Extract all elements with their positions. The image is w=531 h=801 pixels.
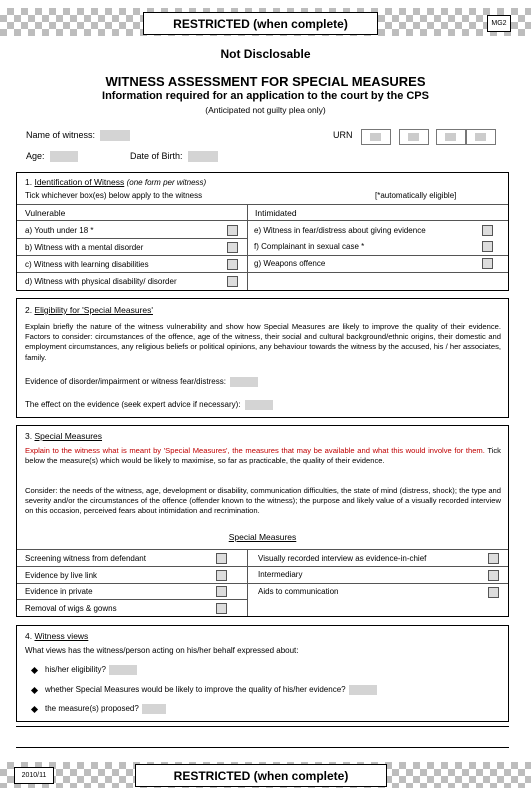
auto-eligible-note: [*automatically eligible] bbox=[375, 191, 457, 200]
urn-input-2[interactable] bbox=[399, 129, 429, 145]
measure-checkbox[interactable] bbox=[488, 587, 499, 598]
tick-instruction: Tick whichever box(es) below apply to the witness bbox=[25, 191, 203, 200]
section-special-measures bbox=[16, 425, 509, 617]
age-input[interactable] bbox=[50, 151, 78, 162]
quality-views-input[interactable] bbox=[349, 685, 377, 695]
measures-views-input[interactable] bbox=[142, 704, 166, 714]
intimidated-item: f) Complainant in sexual case * bbox=[254, 242, 365, 251]
dob-field bbox=[130, 151, 218, 162]
column-vulnerable: Vulnerable bbox=[25, 208, 66, 218]
vulnerable-checkbox[interactable] bbox=[227, 276, 238, 287]
evidence-field: Evidence of disorder/impairment or witness fear/distress: bbox=[25, 377, 258, 387]
views-bullet-quality: whether Special Measures would be likely to improve the quality of his/her evidence? bbox=[45, 685, 377, 695]
footer-divider bbox=[16, 726, 509, 727]
intimidated-checkbox[interactable] bbox=[482, 241, 493, 252]
vulnerable-item: c) Witness with learning disabilities bbox=[25, 260, 149, 269]
measure-item: Intermediary bbox=[258, 570, 303, 579]
section1-heading: 1. Identification of Witness (one form per witness) bbox=[25, 177, 207, 187]
section4-heading: 4. Witness views bbox=[25, 631, 89, 641]
measure-checkbox[interactable] bbox=[488, 553, 499, 564]
witness-views-question: What views has the witness/person acting on his/her behalf expressed about: bbox=[25, 646, 299, 655]
vulnerable-item: b) Witness with a mental disorder bbox=[25, 243, 144, 252]
views-bullet-measures: the measure(s) proposed? bbox=[45, 704, 166, 714]
bullet-icon bbox=[31, 687, 38, 694]
form-subnote: (Anticipated not guilty plea only) bbox=[205, 105, 326, 115]
measure-checkbox[interactable] bbox=[488, 570, 499, 581]
name-label: Name of witness: bbox=[26, 130, 96, 140]
footer-restricted-banner: RESTRICTED (when complete) bbox=[135, 764, 387, 787]
measure-checkbox[interactable] bbox=[216, 603, 227, 614]
intimidated-item: e) Witness in fear/distress about giving evidence bbox=[254, 226, 426, 235]
footer-divider bbox=[16, 747, 509, 748]
measure-item: Aids to communication bbox=[258, 587, 339, 596]
intimidated-checkbox[interactable] bbox=[482, 225, 493, 236]
urn-input-1[interactable] bbox=[361, 129, 391, 145]
section-identification bbox=[16, 172, 509, 291]
intimidated-checkbox[interactable] bbox=[482, 258, 493, 269]
urn-input-3[interactable] bbox=[436, 129, 466, 145]
vulnerable-checkbox[interactable] bbox=[227, 242, 238, 253]
dob-input[interactable] bbox=[188, 151, 218, 162]
section2-heading: 2. Eligibility for 'Special Measures' bbox=[25, 305, 153, 315]
urn-label: URN bbox=[333, 130, 353, 140]
vulnerable-item: d) Witness with physical disability/ disorder bbox=[25, 277, 177, 286]
dob-label: Date of Birth: bbox=[130, 151, 183, 161]
measure-checkbox[interactable] bbox=[216, 586, 227, 597]
special-measures-explanation: Explain to the witness what is meant by 'Special Measures', the measures that may be available and what this would involve for them. Tick below the measure(s) which would be likely to maximise, so far as practicable, the quality of their evidence. bbox=[25, 446, 501, 466]
eligibility-views-input[interactable] bbox=[109, 665, 137, 675]
name-input[interactable] bbox=[100, 130, 130, 141]
section3-heading: 3. Special Measures bbox=[25, 431, 103, 441]
measure-item: Evidence by live link bbox=[25, 571, 98, 580]
measures-subheading: Special Measures bbox=[228, 532, 297, 542]
measure-item: Screening witness from defendant bbox=[25, 554, 146, 563]
bullet-icon bbox=[31, 667, 38, 674]
effect-input[interactable] bbox=[245, 400, 273, 410]
vulnerable-item: a) Youth under 18 * bbox=[25, 226, 94, 235]
measure-checkbox[interactable] bbox=[216, 570, 227, 581]
form-code-box: MG2 bbox=[487, 15, 511, 32]
version-box: 2010/11 bbox=[14, 767, 54, 784]
column-intimidated: Intimidated bbox=[255, 208, 297, 218]
header-restricted-banner: RESTRICTED (when complete) bbox=[143, 12, 378, 35]
views-bullet-eligibility: his/her eligibility? bbox=[45, 665, 137, 675]
section-witness-views bbox=[16, 625, 509, 722]
age-field bbox=[26, 151, 78, 162]
eligibility-explanation: Explain briefly the nature of the witness vulnerability and show how Special Measures are likely to improve the quality of their evidence. Factors to consider: circumstances of the offence, age of the witness, their social and cultural background/ethnic origins, their domestic and employment circumstances, any religious beliefs or political opinions, any behaviour towards the witness by the accused, his / her associates, family. bbox=[25, 322, 501, 362]
effect-field: The effect on the evidence (seek expert advice if necessary): bbox=[25, 400, 273, 410]
bullet-icon bbox=[31, 706, 38, 713]
age-label: Age: bbox=[26, 151, 45, 161]
form-title: WITNESS ASSESSMENT FOR SPECIAL MEASURES bbox=[105, 74, 426, 89]
vulnerable-checkbox[interactable] bbox=[227, 259, 238, 270]
measure-item: Visually recorded interview as evidence-in-chief bbox=[258, 554, 427, 563]
not-disclosable-label: Not Disclosable bbox=[220, 47, 311, 61]
special-measures-consider: Consider: the needs of the witness, age, development or disability, communication difficulties, the state of mind (distress, shock); the type and severity and/or the circumstances of the offence (offender known to the witness); the purpose and likely value of a visually recorded interview on this occasion, perceived fears about intimidation and recrimination. bbox=[25, 486, 501, 516]
evidence-input[interactable] bbox=[230, 377, 258, 387]
measure-checkbox[interactable] bbox=[216, 553, 227, 564]
form-subtitle: Information required for an application to the court by the CPS bbox=[102, 90, 429, 102]
urn-input-4[interactable] bbox=[466, 129, 496, 145]
section-eligibility bbox=[16, 298, 509, 418]
vulnerable-checkbox[interactable] bbox=[227, 225, 238, 236]
measure-item: Removal of wigs & gowns bbox=[25, 604, 117, 613]
measure-item: Evidence in private bbox=[25, 587, 93, 596]
name-field bbox=[26, 130, 130, 141]
intimidated-item: g) Weapons offence bbox=[254, 259, 326, 268]
